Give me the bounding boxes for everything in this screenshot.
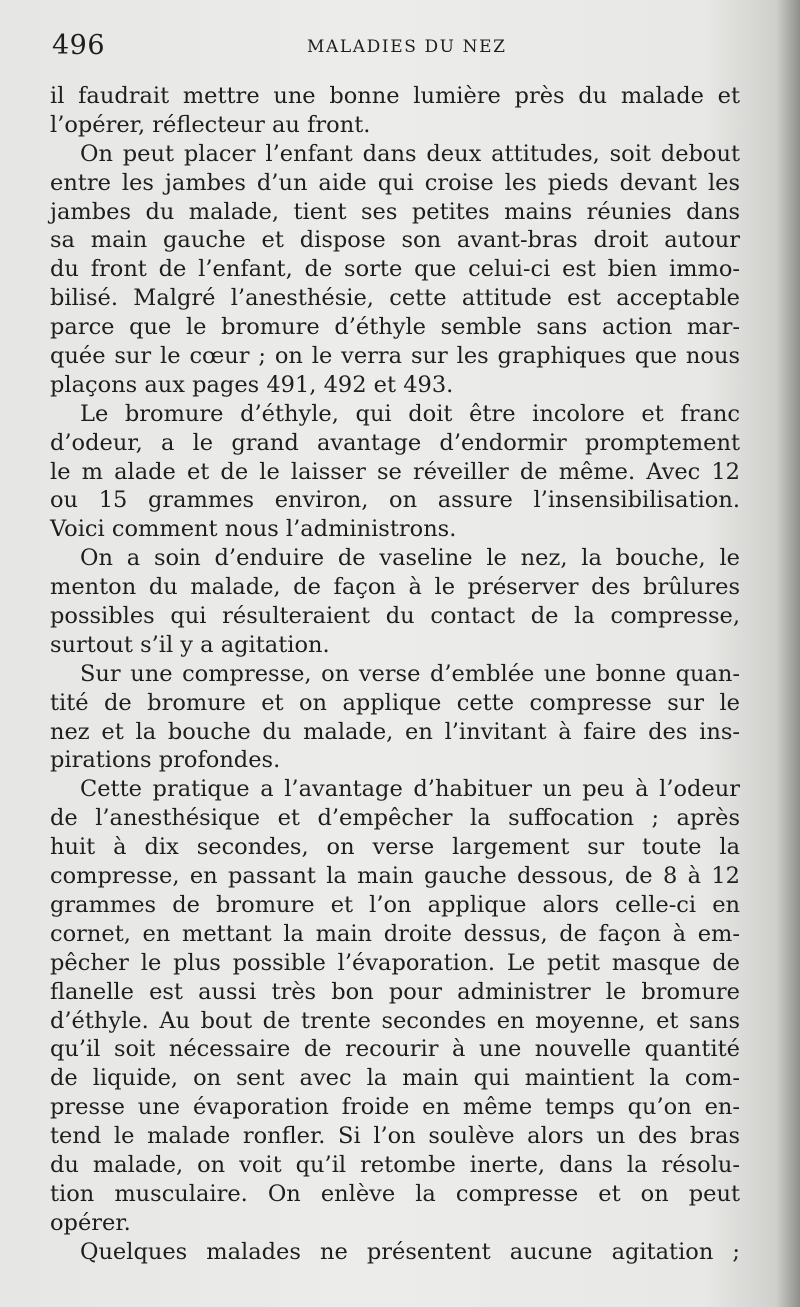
text-line: sa main gauche et dispose son avant-bras droit autour: [50, 227, 740, 254]
text-line: Sur une compresse, on verse d’emblée une bonne quan-: [80, 660, 740, 687]
text-line: possibles qui résulteraient du contact de la compresse,: [50, 603, 740, 630]
text-line: parce que le bromure d’éthyle semble sans action mar-: [50, 314, 740, 341]
text-line: pirations profondes.: [50, 747, 281, 774]
text-line: On peut placer l’enfant dans deux attitudes, soit debout: [80, 140, 740, 167]
text-line: tend le malade ronfler. Si l’on soulève alors un des bras: [50, 1123, 740, 1150]
text-line: pêcher le plus possible l’évaporation. Le petit masque de: [50, 949, 740, 976]
text-line: entre les jambes d’un aide qui croise les pieds devant les: [50, 169, 740, 196]
text-line: surtout s’il y a agitation.: [50, 631, 330, 658]
text-line: huit à dix secondes, on verse largement sur toute la: [50, 834, 740, 861]
text-line: l’opérer, réflecteur au front.: [50, 111, 371, 138]
text-line: opérer.: [50, 1209, 131, 1236]
text-line: On a soin d’enduire de vaseline le nez, la bouche, le: [80, 545, 740, 572]
text-line: tion musculaire. On enlève la compresse et on peut: [50, 1180, 740, 1207]
text-line: de liquide, on sent avec la main qui maintient la com-: [50, 1065, 740, 1092]
text-line: quée sur le cœur ; on le verra sur les graphiques que nous: [50, 343, 740, 370]
text-line: menton du malade, de façon à le préserver des brûlures: [50, 574, 740, 601]
page-number: 496: [52, 30, 106, 61]
text-line: presse une évaporation froide en même temps qu’on en-: [50, 1094, 740, 1121]
text-line: du front de l’enfant, de sorte que celui-ci est bien immo-: [50, 256, 740, 283]
text-line: jambes du malade, tient ses petites mains réunies dans: [50, 198, 740, 225]
text-line: nez et la bouche du malade, en l’invitant à faire des ins-: [50, 718, 740, 745]
text-line: bilisé. Malgré l’anesthésie, cette attitude est acceptable: [50, 285, 740, 312]
text-line: grammes de bromure et l’on applique alors celle-ci en: [50, 891, 740, 918]
text-line: compresse, en passant la main gauche dessous, de 8 à 12: [50, 863, 740, 890]
text-line: le m alade et de le laisser se réveiller de même. Avec 12: [50, 458, 740, 485]
text-line: ou 15 grammes environ, on assure l’insensibilisation.: [50, 487, 740, 514]
text-line: plaçons aux pages 491, 492 et 493.: [50, 371, 454, 398]
text-line: d’odeur, a le grand avantage d’endormir promptement: [50, 429, 740, 456]
page-header: [52, 30, 742, 64]
text-line: du malade, on voit qu’il retombe inerte, dans la résolu-: [50, 1151, 740, 1178]
body-text: [50, 82, 740, 1267]
text-line: tité de bromure et on applique cette compresse sur le: [50, 689, 740, 716]
text-line: Le bromure d’éthyle, qui doit être incolore et franc: [80, 400, 740, 427]
text-line: Quelques malades ne présentent aucune agitation ;: [80, 1238, 740, 1265]
text-line: d’éthyle. Au bout de trente secondes en moyenne, et sans: [50, 1007, 740, 1034]
text-line: flanelle est aussi très bon pour administrer le bromure: [50, 978, 740, 1005]
running-title: MALADIES DU NEZ: [307, 37, 507, 57]
text-line: qu’il soit nécessaire de recourir à une nouvelle quantité: [50, 1036, 740, 1063]
text-line: cornet, en mettant la main droite dessus, de façon à em-: [50, 920, 740, 947]
text-line: Cette pratique a l’avantage d’habituer un peu à l’odeur: [80, 776, 740, 803]
text-line: de l’anesthésique et d’empêcher la suffocation ; après: [50, 805, 740, 832]
text-line: il faudrait mettre une bonne lumière près du malade et: [50, 83, 740, 109]
text-line: Voici comment nous l’administrons.: [50, 516, 457, 543]
